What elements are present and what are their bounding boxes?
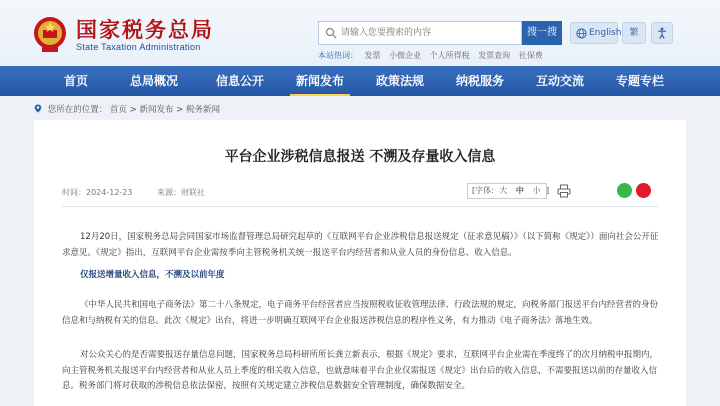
location-icon: [34, 104, 42, 113]
wechat-share-icon[interactable]: [617, 183, 632, 198]
nav-item-topics[interactable]: 专题专栏: [615, 74, 664, 88]
national-emblem-icon[interactable]: [32, 14, 68, 54]
hot-word-link[interactable]: 社保费: [518, 51, 543, 60]
hot-words: [318, 50, 549, 61]
hot-word-link[interactable]: 小微企业: [389, 51, 422, 60]
print-icon[interactable]: [557, 184, 571, 198]
font-size-small[interactable]: 小: [532, 186, 541, 195]
accessibility-button[interactable]: [651, 22, 673, 44]
site-subtitle: State Taxation Administration: [76, 42, 201, 52]
article-paragraph: 《中华人民共和国电子商务法》第二十八条规定，电子商务平台经营者应当按照税收征收管理法律、行政法规的规定，向税务部门报送平台内经营者的身份信息和与纳税有关的信息。此次《规定》出台，将进一步明确互联网平台企业报送涉税信息的程序性义务，有力推动《电子商务法》落地生效。: [62, 300, 659, 326]
weibo-share-icon[interactable]: [636, 183, 651, 198]
site-header: [0, 0, 720, 66]
main-nav: [0, 66, 720, 96]
article-meta: [62, 187, 227, 198]
traditional-chinese-button[interactable]: 繁: [622, 22, 646, 44]
search-box: [318, 21, 522, 45]
article-time: 时间：2024-12-23: [62, 188, 133, 197]
hot-words-label: 本站热词：: [318, 51, 358, 60]
breadcrumb-separator: >: [129, 105, 137, 115]
hot-word-link[interactable]: 个人所得税: [429, 51, 470, 60]
breadcrumb-prefix: 您所在的位置：: [47, 105, 108, 115]
font-size-control: [467, 183, 550, 199]
nav-item-news[interactable]: 新闻发布: [290, 66, 350, 96]
article-paragraph: 对公众关心的是否需要报送存量信息问题，国家税务总局科研所所长龚立新表示，根据《规定》要求，互联网平台企业需在季度终了的次月纳税申报期内，向主管税务机关报送平台内经营者和从业人员上季度的相关收入信息，也就意味着平台企业仅需报送《规定》出台后的收入信息，不需要报送以前的存量收入信息。税务部门将对获取的涉税信息依法保密，按照有关规定建立涉税信息数据安全管理制度，确保数据安全。: [62, 350, 659, 391]
nav-item-info-public[interactable]: 信息公开: [215, 74, 264, 88]
article-paragraph: 12月20日，国家税务总局会同国家市场监督管理总局研究起草的《互联网平台企业涉税信息报送规定（征求意见稿）》（以下简称《规定》）面向社会公开征求意见。《规定》指出，互联网平台企业需按季向主管税务机关统一报送平台内经营者和从业人员的身份信息、收入信息。: [62, 232, 659, 258]
breadcrumb-separator: >: [176, 105, 184, 115]
font-size-label: [字体:: [472, 186, 494, 195]
hot-word-link[interactable]: 发票查询: [478, 51, 511, 60]
globe-icon: [576, 28, 587, 39]
hot-word-link[interactable]: 发票: [364, 51, 381, 60]
meta-divider: [62, 206, 658, 207]
font-size-end: ]: [546, 186, 550, 195]
site-title[interactable]: 国家税务总局: [76, 17, 214, 42]
breadcrumb-news[interactable]: 新闻发布: [139, 105, 174, 115]
search-icon: [325, 27, 337, 39]
search-input[interactable]: [341, 22, 519, 44]
article-card: [34, 120, 686, 406]
font-size-medium[interactable]: 中: [515, 186, 524, 195]
article-title: 平台企业涉税信息报送 不溯及存量收入信息: [224, 149, 496, 165]
nav-item-overview[interactable]: 总局概况: [129, 74, 178, 88]
nav-item-policy[interactable]: 政策法规: [375, 74, 424, 88]
breadcrumb: [34, 103, 220, 115]
nav-item-tax-service[interactable]: 纳税服务: [455, 74, 504, 88]
english-button[interactable]: [570, 22, 622, 44]
font-size-large[interactable]: 大: [499, 186, 508, 195]
nav-item-interaction[interactable]: 互动交流: [535, 74, 584, 88]
english-label: English: [589, 28, 622, 38]
nav-item-home[interactable]: 首页: [63, 74, 88, 88]
breadcrumb-tax-news[interactable]: 税务新闻: [186, 105, 221, 115]
article-source: 来源：财联社: [157, 188, 206, 197]
breadcrumb-home[interactable]: 首页: [109, 105, 127, 115]
accessibility-icon: [656, 27, 668, 39]
search-button[interactable]: 搜一搜: [522, 21, 562, 45]
article-subheading: 仅报送增量收入信息，不溯及以前年度: [80, 270, 225, 280]
